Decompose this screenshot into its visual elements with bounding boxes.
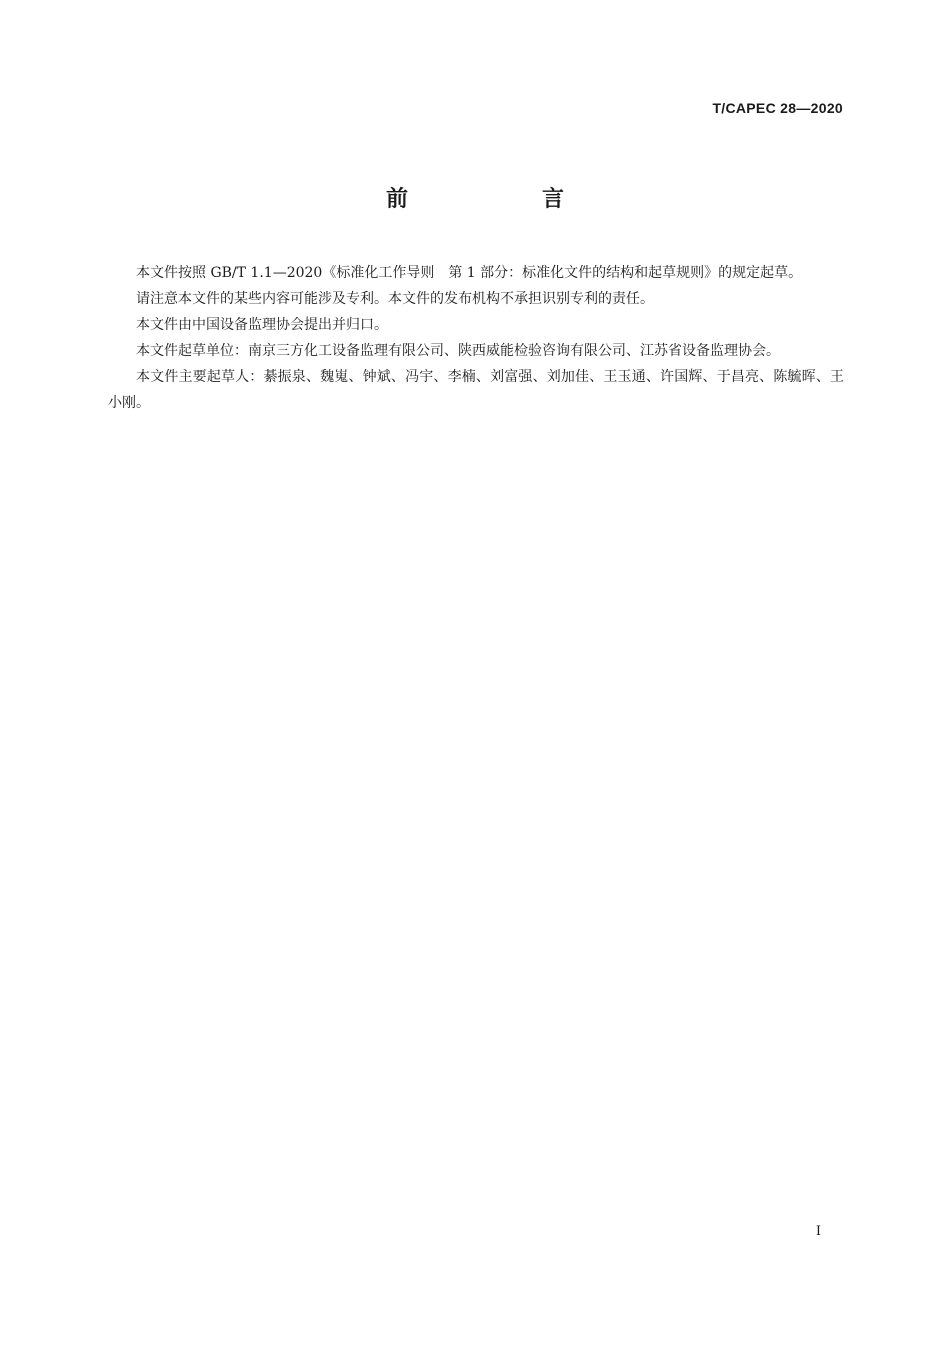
- paragraph-drafting-rules: 本文件按照 GB/T 1.1—2020《标准化工作导则 第 1 部分：标准化文件的结构和起草规则》的规定起草。: [136, 265, 803, 281]
- foreword-body: [108, 260, 844, 416]
- page-title: 前 言: [385, 187, 620, 212]
- paragraph-proposer: 本文件由中国设备监理协会提出并归口。: [136, 317, 388, 333]
- paragraph-drafting-units: 本文件起草单位：南京三方化工设备监理有限公司、陕西威能检验咨询有限公司、江苏省设备监理协会。: [136, 343, 780, 359]
- paragraph-patent-notice: 请注意本文件的某些内容可能涉及专利。本文件的发布机构不承担识别专利的责任。: [136, 291, 654, 307]
- paragraph-drafters: 本文件主要起草人：綦振泉、魏嵬、钟斌、冯宇、李楠、刘富强、刘加佳、王玉通、许国辉、于昌亮、陈毓晖、王小刚。: [108, 369, 844, 411]
- page-number: I: [815, 1224, 821, 1239]
- document-code: T/CAPEC 28—2020: [712, 100, 843, 116]
